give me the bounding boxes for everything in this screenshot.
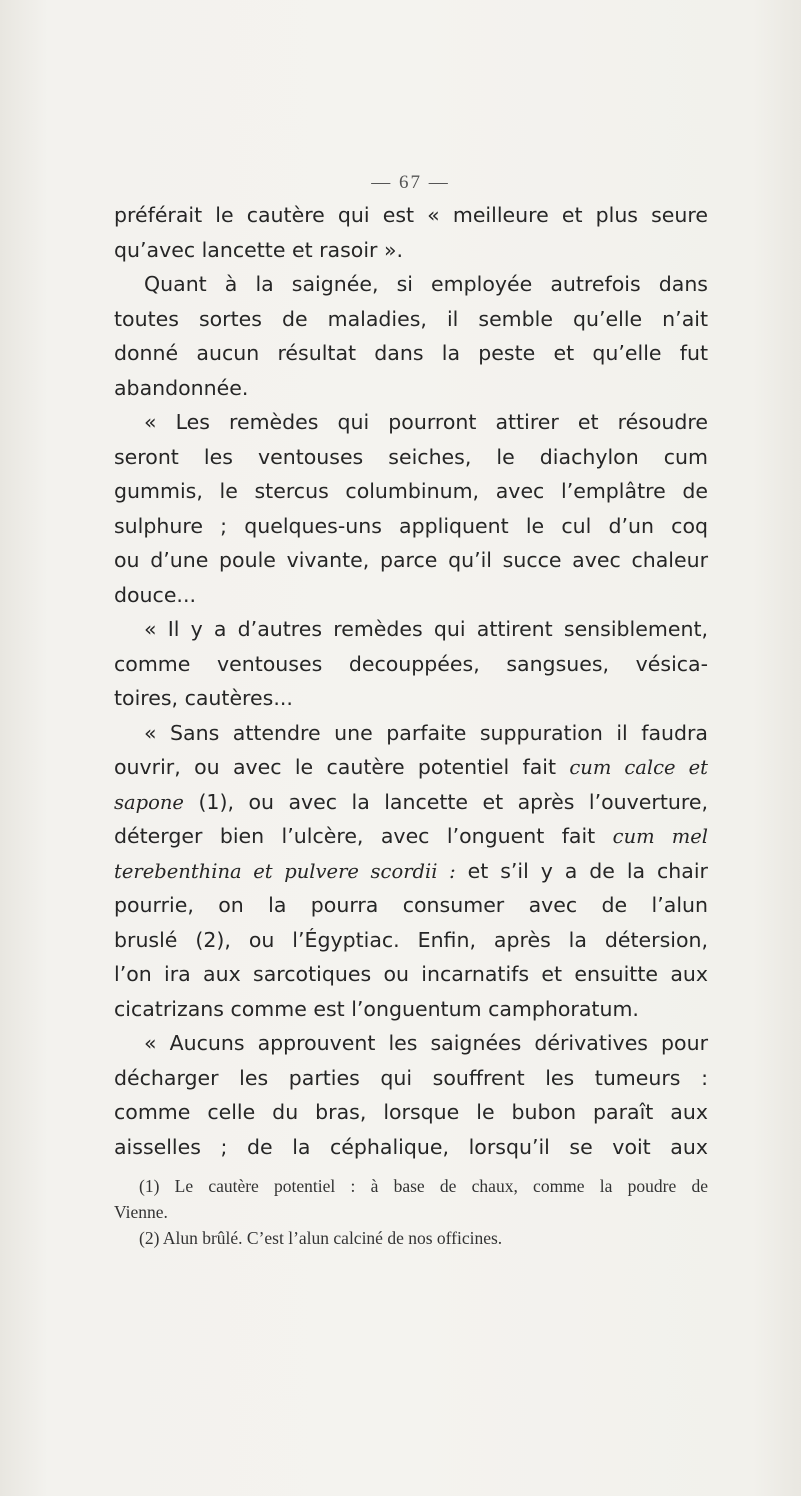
text-line: bruslé (2), ou l’Égyptiac. Enfin, après la détersion,	[114, 927, 708, 952]
text-line: comme ventouses decouppées, sangsues, vésica-	[114, 651, 708, 676]
text-line	[114, 750, 708, 785]
text-line: « Sans attendre une parfaite suppuration il faudra	[144, 720, 708, 745]
text-line: pourrie, on la pourra consumer avec de l’alun	[114, 893, 708, 917]
text-line: toires, cautères...	[114, 686, 293, 710]
text-line: Quant à la saignée, si employée autrefois dans	[144, 272, 708, 296]
latin-phrase: cum calce et	[569, 756, 708, 779]
text-line: aisselles ; de la céphalique, lorsqu’il se voit aux	[114, 1134, 708, 1159]
footnote-2: (2) Alun brûlé. C’est l’alun calciné de nos officines.	[139, 1228, 503, 1248]
text-run: déterger bien l’ulcère, avec l’onguent fait	[114, 824, 596, 848]
text-run: (1), ou avec la lancette et après l’ouverture,	[198, 789, 708, 814]
footnote-1-cont: Vienne.	[114, 1202, 168, 1222]
text-line: ou d’une poule vivante, parce qu’il succe avec chaleur	[114, 548, 708, 572]
text-line: sulphure ; quelques-uns appliquent le cul d’un coq	[114, 513, 708, 538]
text-line: qu’avec lancette et rasoir ».	[114, 237, 404, 262]
text-line: abandonnée.	[114, 375, 249, 400]
page-number: — 67 —	[371, 172, 450, 193]
latin-phrase: terebenthina et pulvere scordii :	[114, 859, 456, 883]
text-line: « Il y a d’autres remèdes qui attirent sensiblement,	[144, 617, 708, 641]
text-line	[114, 785, 708, 820]
latin-phrase: sapone	[114, 790, 184, 814]
text-line: décharger les parties qui souffrent les tumeurs :	[114, 1065, 708, 1090]
text-line: donné aucun résultat dans la peste et qu’elle fut	[114, 341, 708, 365]
text-line: l’on ira aux sarcotiques ou incarnatifs et ensuitte aux	[114, 962, 708, 986]
text-line: toutes sortes de maladies, il semble qu’elle n’ait	[114, 306, 708, 331]
text-line: cicatrizans comme est l’onguentum camphoratum.	[114, 996, 639, 1021]
text-line: gummis, le stercus columbinum, avec l’emplâtre de	[114, 479, 708, 503]
body-text	[114, 198, 708, 1164]
footnote-1: (1) Le cautère potentiel : à base de chaux, comme la poudre de	[139, 1176, 708, 1196]
footnotes	[114, 1173, 708, 1251]
text-line: douce...	[114, 582, 196, 607]
text-run: ouvrir, ou avec le cautère potentiel fait	[114, 755, 556, 779]
text-line	[114, 854, 708, 889]
text-line	[114, 819, 708, 854]
text-line: « Aucuns approuvent les saignées dérivatives pour	[144, 1031, 708, 1055]
text-line: comme celle du bras, lorsque le bubon paraît aux	[114, 1100, 708, 1124]
text-line: « Les remèdes qui pourront attirer et résoudre	[144, 410, 708, 434]
latin-phrase: cum mel	[612, 825, 709, 848]
text-run: et s’il y a de la chair	[467, 858, 708, 883]
text-line: seront les ventouses seiches, le diachylon cum	[114, 444, 708, 469]
text-line: préférait le cautère qui est « meilleure et plus seure	[114, 203, 708, 227]
